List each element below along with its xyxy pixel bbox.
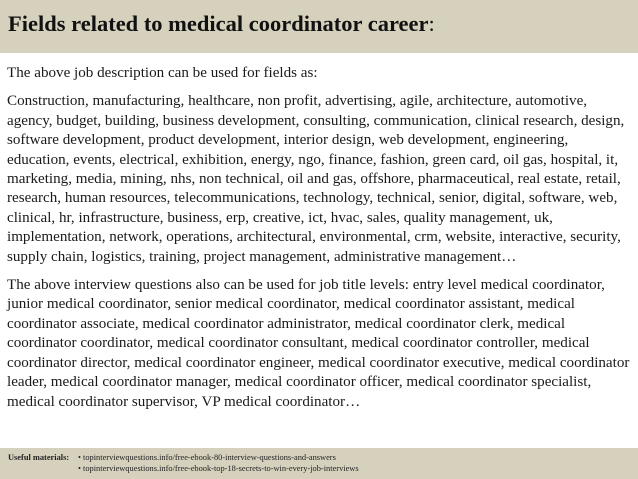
job-titles-paragraph: The above interview questions also can be used for job title levels: entry level medical coordinator, junior medical coordinator, senior medical coordinator, medical coordinator assistant, medical coordinator associate, medical coordinator administrator, medical coordinator clerk, medical coordinator coordinator, medical coordinator consultant, medical coordinator controller, medical coordinator director, medical coordinator engineer, medical coordinator executive, medical coordinator leader, medical coordinator manager, medical coordinator officer, medical coordinator specialist, medical coordinator supervisor, VP medical coordinator… [7,277,630,410]
page-title-colon: : [428,11,435,36]
footer-row-1 [8,453,630,464]
slide-header [0,0,638,53]
intro-paragraph: The above job description can be used for fields as: [7,65,318,81]
useful-materials-label-colon: : [66,453,70,462]
footer-bar [0,448,638,479]
footer-link-ebook-18[interactable]: • topinterviewquestions.info/free-ebook-top-18-secrets-to-win-every-job-interviews [78,463,359,473]
footer-row-2 [8,464,630,475]
slide-body [7,64,633,412]
footer-link-ebook-80[interactable]: • topinterviewquestions.info/free-ebook-80-interview-questions-and-answers [78,453,336,462]
footer-indent [8,464,78,475]
fields-paragraph: Construction, manufacturing, healthcare, non profit, advertising, agile, architecture, automotive, agency, budget, building, business development, consulting, communication, clinical research, design, software development, product development, interior design, web development, engineering, education, events, electrical, exhibition, energy, ngo, finance, fashion, green card, oil gas, hospital, it, marketing, media, mining, nhs, non technical, oil and gas, offshore, pharmaceutical, real estate, retail, research, human resources, telecommunications, technology, technical, senior, digital, software, web, clinical, hr, infrastructure, business, erp, creative, ict, hvac, sales, quality management, uk, implementation, network, operations, architectural, environmental, crm, website, interactive, security, supply chain, logistics, training, project management, administrative management… [7,93,625,265]
page-title [8,7,630,41]
useful-materials-label-text: Useful materials [8,453,67,462]
page-title-text: Fields related to medical coordinator career [8,11,429,36]
useful-materials-label [8,453,78,464]
